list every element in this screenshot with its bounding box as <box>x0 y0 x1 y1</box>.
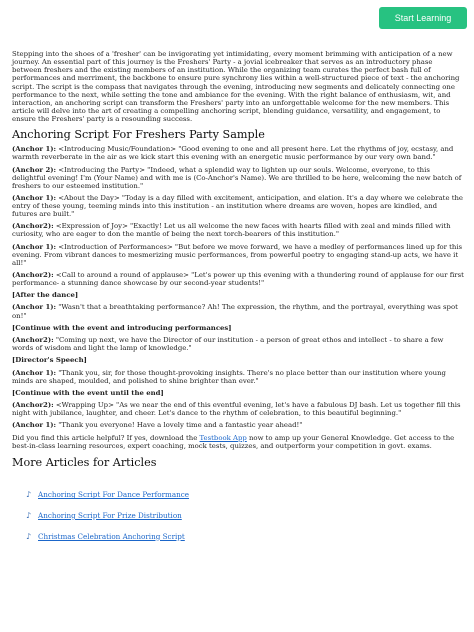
speaker-label: (Anchor 1): <box>12 368 57 377</box>
related-article-link[interactable]: Anchoring Script For Dance Performance <box>38 490 190 500</box>
script-text: <Expression of Joy> "Exactly! Let us all welcome the new faces with hearts filled with zeal and minds filled with curiosity, who are eager to don the mantle of being the next torch-bearers of this institution." <box>12 222 451 239</box>
speaker-label: (Anchor 1): <box>12 145 57 154</box>
script-text: "Wasn't that a breathtaking performance? Ah! The expression, the rhythm, and the portrayal, everything was spot on!" <box>12 303 458 320</box>
script-line <box>12 271 464 287</box>
script-line <box>12 194 464 218</box>
speaker-label: (Anchor 1): <box>12 421 57 430</box>
testbook-app-link[interactable]: Testbook App <box>199 433 247 442</box>
script-text: "Coming up next, we have the Director of our institution - a person of great ethos and intellect - to share a few words of wisdom and light the lamp of knowledge." <box>12 335 444 353</box>
music-note-icon: ♪ <box>26 531 32 541</box>
more-articles-title: More Articles for Articles <box>12 455 157 469</box>
script-line <box>12 421 464 429</box>
script-line <box>12 369 464 385</box>
speaker-label: (Anchor 1): <box>12 194 57 203</box>
stage-direction: [Director's Speech] <box>12 356 87 365</box>
script-text: <Wrapping Up> "As we near the end of this eventful evening, let's have a fabulous DJ bash. Let us together fill this night with jubilance, laughter, and cheer. Let's dance to the rhythm of celebration, to this beautiful beginning." <box>12 401 461 418</box>
closing-paragraph <box>12 434 464 450</box>
script-line <box>12 145 464 161</box>
article-body <box>12 50 464 552</box>
script-text: <Introducing the Party> "Indeed, what a splendid way to lighten up our souls. Welcome, everyone, to this delightful evening! I'm (Your Name) and with me is (Co-Anchor's Name). We are thrilled to be here, welcoming the new batch of freshers to our esteemed institution." <box>12 165 462 190</box>
related-article-item[interactable] <box>12 490 464 500</box>
speaker-label: (Anchor 2): <box>12 165 57 174</box>
music-note-icon: ♪ <box>26 490 32 500</box>
script-text: "Thank you, sir, for those thought-provoking insights. There's no place better than our institution where young minds are shaped, moulded, and polished to shine brighter than ever." <box>12 368 446 385</box>
script-text: <Introducing Music/Foundation> "Good evening to one and all present here. Let the rhythms of joy, ecstasy, and warmth reverberate in the air as we kick start this evening with an energetic music performance by our very own band." <box>12 145 454 162</box>
speaker-label: (Anchor2): <box>12 335 54 344</box>
script-line <box>12 243 464 267</box>
stage-direction: [After the dance] <box>12 291 79 300</box>
related-article-link[interactable]: Anchoring Script For Prize Distribution <box>38 510 182 520</box>
speaker-label: (Anchor 1): <box>12 242 57 251</box>
script-text: "Thank you everyone! Have a lovely time and a fantastic year ahead!" <box>56 421 303 430</box>
speaker-label: (Anchor2): <box>12 222 54 231</box>
music-note-icon: ♪ <box>26 510 32 520</box>
intro-paragraph: Stepping into the shoes of a 'fresher' can be invigorating yet intimidating, every moment brimming with anticipation of a new journey. An essential part of this journey is the Freshers' Party - a jovial icebreaker that serves as an introductory phase between freshers and the existing members of an institution. While the organizing team curates the perfect bash full of performances and merriment, the backbone to ensure pure synchrony lies within a well-structured piece of text - the anchoring script. The script is the compass that navigates through the evening, introducing new segments and delicately connecting one performance to the next, while setting the tone and ambiance for the evening. With the right balance of enthusiasm, wit, and interaction, an anchoring script can transform the Freshers' party into an unforgettable welcome for the new members. This article will delve into the art of creating a compelling anchoring script, blending guidance, versatility, and engagement, to ensure the Freshers' party is a resounding success. <box>12 50 460 124</box>
sample-section-title: Anchoring Script For Freshers Party Sample <box>12 128 265 142</box>
speaker-label: (Anchor2): <box>12 270 54 279</box>
speaker-label: (Anchor2): <box>12 401 54 410</box>
related-article-item[interactable] <box>12 510 464 520</box>
script-line <box>12 336 464 352</box>
script-blocks <box>12 145 464 429</box>
closing-text-before: Did you find this article helpful? If yes, download the <box>12 433 200 442</box>
closing-text-after: now to amp up your General Knowledge. Get access to the best-in-class learning resources, expert coaching, mock tests, quizzes, and outperform your competition in govt. exams. <box>12 433 455 450</box>
script-line <box>12 166 464 190</box>
script-text: <Call to around a round of applause> "Let's power up this evening with a thundering round of applause for our first performance- a stunning dance showcase by our second-year students!" <box>12 270 464 287</box>
script-text: <Introduction of Performances> "But before we move forward, we have a medley of performances lined up for this evening. From vibrant dances to mesmerizing music performances, from powerful poetry to engaging stand-up acts, we have it all!" <box>12 242 463 267</box>
stage-direction: [Continue with the event and introducing performances] <box>12 323 232 332</box>
speaker-label: (Anchor 1): <box>12 303 57 312</box>
related-article-link[interactable]: Christmas Celebration Anchoring Script <box>38 531 185 541</box>
related-article-item[interactable] <box>12 531 464 541</box>
script-line <box>12 303 464 319</box>
script-line <box>12 401 464 417</box>
stage-direction: [Continue with the event until the end] <box>12 388 164 397</box>
script-text: <About the Day> "Today is a day filled with excitement, anticipation, and elation. It's a day where we celebrate the entry of these young, teeming minds into this institution - an institution where dreams are woven, hopes are kindled, and futures are built." <box>12 194 464 219</box>
related-articles-list <box>12 490 464 542</box>
script-line <box>12 222 464 238</box>
start-learning-button[interactable]: Start Learning <box>379 7 467 29</box>
